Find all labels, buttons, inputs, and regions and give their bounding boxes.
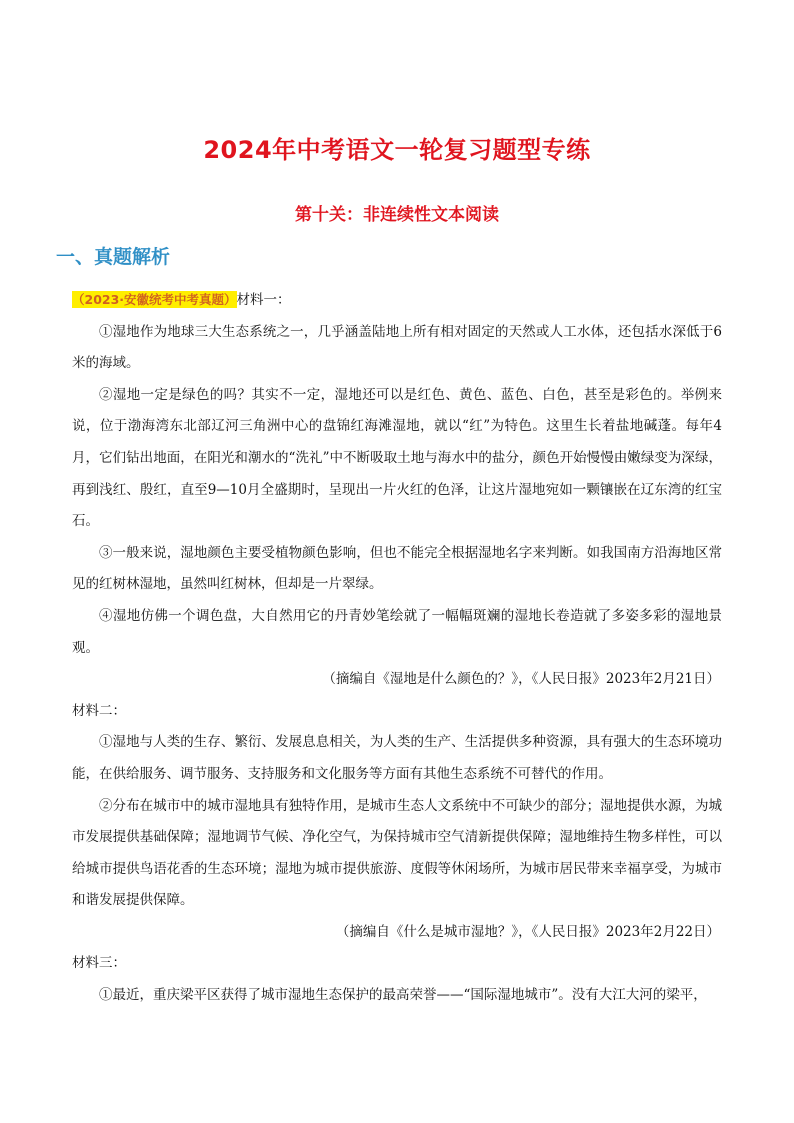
material1-source: （摘编自《湿地是什么颜色的？》，《人民日报》2023年2月21日） [322, 671, 720, 688]
section-heading [56, 242, 170, 269]
material1-paragraph-2: ②湿地一定是绿色的吗？其实不一定，湿地还可以是红色、黄色、蓝色、白色，甚至是彩色的。举例来说，位于渤海湾东北部辽河三角洲中心的盘锦红海滩湿地，就以“红”为特色。这里生长着盐地碱蓬。每年4月，它们钻出地面，在阳光和潮水的“洗礼”中不断吸取土地与海水中的盐分，颜色开始慢慢由嫩绿变为深绿，再到浅红、殷红，直至9—10月全盛期时，呈现出一片火红的色泽，让这片湿地宛如一颗镶嵌在辽东湾的红宝石。 [72, 386, 722, 530]
material1-paragraph-4: ④湿地仿佛一个调色盘，大自然用它的丹青妙笔绘就了一幅幅斑斓的湿地长卷造就了多姿多彩的湿地景观。 [72, 607, 722, 656]
material2-paragraph-1: ①湿地与人类的生存、繁衍、发展息息相关，为人类的生产、生活提供多种资源，具有强大的生态环境功能，在供给服务、调节服务、支持服务和文化服务等方面有其他生态系统不可替代的作用。 [72, 734, 722, 782]
material3-paragraph-1: ①最近，重庆梁平区获得了城市湿地生态保护的最高荣誉——“国际湿地城市”。没有大江大河的梁平， [99, 987, 707, 1004]
source-tag-highlight: （2023·安徽统考中考真题） [72, 292, 237, 307]
material3-label: 材料三： [72, 955, 126, 972]
section-heading-text: 一、真题解析 [56, 246, 171, 268]
document-body [72, 284, 722, 1012]
intro-line [72, 284, 722, 317]
material1-paragraph-3: ③一般来说，湿地颜色主要受植物颜色影响，但也不能完全根据湿地名字来判断。如我国南方沿海地区常见的红树林湿地，虽然叫红树林，但却是一片翠绿。 [72, 544, 722, 593]
material1-paragraph-1: ①湿地作为地球三大生态系统之一，几乎涵盖陆地上所有相对固定的天然或人工水体，还包括水深低于6米的海域。 [72, 323, 722, 372]
material2-source: （摘编自《什么是城市湿地？》，《人民日报》2023年2月22日） [335, 923, 720, 940]
page-subtitle: 第十关：非连续性文本阅读 [295, 205, 499, 225]
material2-paragraph-2: ②分布在城市中的城市湿地具有独特作用，是城市生态人文系统中不可缺少的部分；湿地提供水源，为城市发展提供基础保障；湿地调节气候、净化空气，为保持城市空气清新提供保障；湿地维持生物多样性，可以给城市提供鸟语花香的生态环境；湿地为城市提供旅游、度假等休闲场所，为城市居民带来幸福享受，为城市和谐发展提供保障。 [72, 797, 722, 909]
material1-label: 材料一： [236, 292, 291, 308]
material2-label: 材料二： [72, 702, 126, 719]
page-title: 2024年中考语文一轮复习题型专练 [203, 136, 591, 164]
